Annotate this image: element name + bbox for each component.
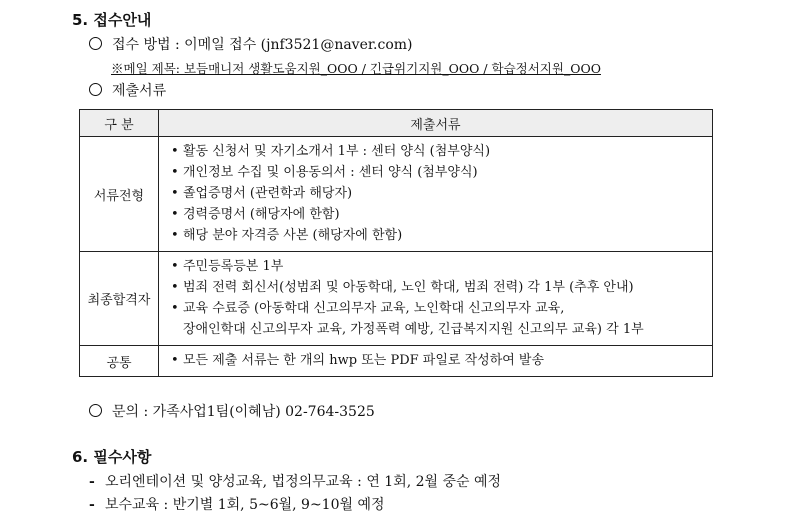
table-header-documents: 제출서류 <box>159 110 713 137</box>
list-item-continuation: 장애인학대 신고의무자 교육, 가정폭력 예방, 긴급복지지원 신고의무 교육) 각 1부 <box>183 322 644 337</box>
row-label: 공통 <box>80 346 159 377</box>
list-item-text: 개인정보 수집 및 이용동의서 : 센터 양식 (첨부양식) <box>183 165 478 180</box>
list-item <box>171 162 704 183</box>
bullet-icon: • <box>171 186 179 201</box>
circle-bullet-icon <box>89 37 102 50</box>
bullet-icon: • <box>171 228 179 243</box>
table-header-category: 구 분 <box>80 110 159 137</box>
list-item <box>171 141 704 162</box>
submission-docs-label-text: 제출서류 <box>112 83 167 99</box>
list-item-text: 경력증명서 (해당자에 한함) <box>183 207 340 222</box>
bullet-icon: • <box>171 280 179 295</box>
list-item-text: 범죄 전력 회신서(성범죄 및 아동학대, 노인 학대, 범죄 전력) 각 1부 (추후 안내) <box>183 280 634 295</box>
bullet-icon: • <box>171 165 179 180</box>
bullet-icon: • <box>171 301 179 316</box>
list-item <box>171 225 704 246</box>
dash-icon: - <box>89 474 95 490</box>
list-item <box>171 204 704 225</box>
bullet-icon: • <box>171 207 179 222</box>
submission-method <box>89 34 412 54</box>
table-header-row <box>80 110 713 137</box>
section-5-title: 5. 접수안내 <box>72 11 152 29</box>
requirement-item-text: 보수교육 : 반기별 1회, 5~6월, 9~10월 예정 <box>105 497 385 513</box>
section-6-title: 6. 필수사항 <box>72 448 152 466</box>
row-items <box>159 137 713 252</box>
table-row <box>80 346 713 377</box>
circle-bullet-icon <box>89 404 102 417</box>
submission-method-text: 접수 방법 : 이메일 접수 (jnf3521@naver.com) <box>112 37 413 53</box>
contact-info-text: 문의 : 가족사업1팀(이혜남) 02-764-3525 <box>112 404 375 420</box>
list-item-text: 모든 제출 서류는 한 개의 hwp 또는 PDF 파일로 작성하여 발송 <box>183 353 545 368</box>
requirement-item <box>89 494 385 514</box>
requirement-item-text: 오리엔테이션 및 양성교육, 법정의무교육 : 연 1회, 2월 중순 예정 <box>105 474 502 490</box>
list-item-text: 활동 신청서 및 자기소개서 1부 : 센터 양식 (첨부양식) <box>183 144 491 159</box>
list-item <box>171 350 704 371</box>
list-item-text: 해당 분야 자격증 사본 (해당자에 한함) <box>183 228 403 243</box>
contact-info <box>89 401 375 421</box>
list-item <box>171 277 704 298</box>
submission-docs-label <box>89 80 166 100</box>
row-label: 서류전형 <box>80 137 159 252</box>
row-items <box>159 252 713 346</box>
requirement-item <box>89 471 501 491</box>
row-items <box>159 346 713 377</box>
table-row <box>80 137 713 252</box>
list-item-text: 졸업증명서 (관련학과 해당자) <box>183 186 353 201</box>
list-item-text: 주민등록등본 1부 <box>183 259 284 274</box>
bullet-icon: • <box>171 144 179 159</box>
email-subject-note: ※메일 제목: 보듬매니저 생활도움지원_OOO / 긴급위기지원_OOO / 학습정서지원_OOO <box>111 61 601 76</box>
list-item <box>171 256 704 277</box>
row-label: 최종합격자 <box>80 252 159 346</box>
bullet-icon: • <box>171 353 179 368</box>
list-item <box>171 298 704 340</box>
dash-icon: - <box>89 497 95 513</box>
circle-bullet-icon <box>89 83 102 96</box>
bullet-icon: • <box>171 259 179 274</box>
submission-docs-table <box>79 109 713 377</box>
list-item-text: 교육 수료증 (아동학대 신고의무자 교육, 노인학대 신고의무자 교육, <box>183 301 565 316</box>
table-row <box>80 252 713 346</box>
list-item <box>171 183 704 204</box>
